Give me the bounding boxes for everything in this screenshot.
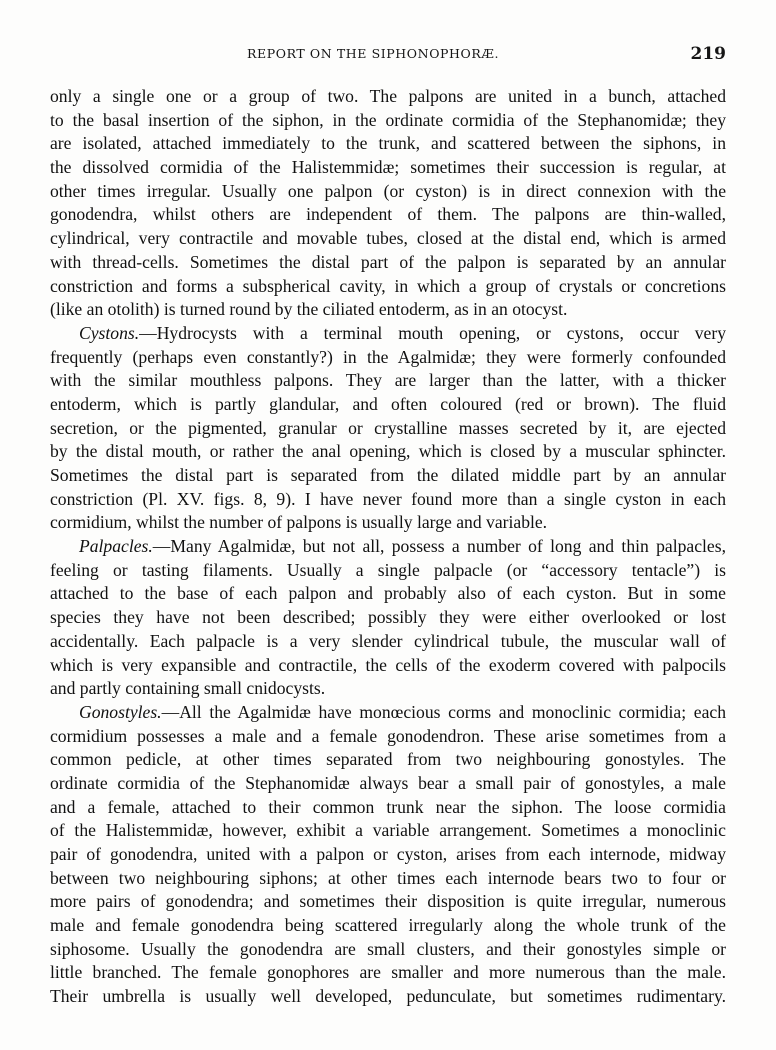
text-line: ordinate cormidia of the Stephanomidæ always bear a small pair of gonostyles, a male <box>50 772 726 793</box>
text-line: constriction (Pl. XV. figs. 8, 9). I have never found more than a single cyston in each <box>50 488 726 509</box>
running-header <box>50 44 726 66</box>
section-lead-gonostyles: Gonostyles. <box>79 701 162 722</box>
text-line: cormidium, whilst the number of palpons is usually large and variable. <box>50 512 548 533</box>
text-line: feeling or tasting filaments. Usually a single palpacle (or “accessory tentacle”) is <box>50 559 726 580</box>
text-line: the dissolved cormidia of the Halistemmidæ; sometimes their succession is regular, at <box>50 157 726 178</box>
paragraph-palpacles <box>50 535 726 701</box>
text-line: frequently (perhaps even constantly?) in the Agalmidæ; they were formerly confounded <box>50 346 726 367</box>
text-line: siphosome. Usually the gonodendra are small clusters, and their gonostyles simple or <box>50 938 726 959</box>
text-fragment: —All the Agalmidæ have monœcious corms and monoclinic cormidia; each <box>161 701 726 722</box>
text-line: are isolated, attached immediately to the trunk, and scattered between the siphons, in <box>50 133 726 154</box>
section-lead-cystons: Cystons. <box>79 322 140 343</box>
text-line: accidentally. Each palpacle is a very slender cylindrical tubule, the muscular wall of <box>50 630 726 651</box>
text-line: secretion, or the pigmented, granular or crystalline masses secreted by it, are ejected <box>50 417 726 438</box>
text-line: pair of gonodendra, united with a palpon or cyston, arises from each internode, midway <box>50 844 726 864</box>
text-line: and partly containing small cnidocysts. <box>50 678 326 699</box>
paragraph-gonostyles <box>50 701 726 1009</box>
paragraph-palpons-continued <box>50 85 726 322</box>
text-line-with-lead <box>50 535 726 559</box>
text-line: Sometimes the distal part is separated from the dilated middle part by an annular <box>50 465 726 485</box>
text-line: with thread-cells. Sometimes the distal part of the palpon is separated by an annular <box>50 251 726 272</box>
text-line: constriction and forms a subspherical cavity, in which a group of crystals or concretions <box>50 275 726 296</box>
text-line: and a female, attached to their common trunk near the siphon. The loose cormidia <box>50 796 726 817</box>
page-number: 219 <box>690 44 726 64</box>
text-line: with the similar mouthless palpons. They are larger than the latter, with a thicker <box>50 370 726 391</box>
text-line: more pairs of gonodendra; and sometimes their disposition is quite irregular, numerous <box>50 891 726 912</box>
text-line: other times irregular. Usually one palpon (or cyston) is in direct connexion with the <box>50 180 726 201</box>
section-lead-palpacles: Palpacles. <box>79 536 153 557</box>
text-line: entoderm, which is partly glandular, and often coloured (red or brown). The fluid <box>50 393 726 414</box>
running-title: REPORT ON THE SIPHONOPHORÆ. <box>247 46 500 61</box>
text-line: attached to the base of each palpon and probably also of each cyston. But in some <box>50 583 726 604</box>
text-line: cylindrical, very contractile and movable tubes, closed at the distal end, which is armed <box>50 228 726 249</box>
text-line: little branched. The female gonophores are smaller and more numerous than the male. <box>50 962 726 983</box>
text-line: cormidium possesses a male and a female gonodendron. These arise sometimes from a <box>50 725 726 746</box>
body-text <box>50 85 726 1009</box>
text-line: Their umbrella is usually well developed, pedunculate, but sometimes rudimentary. <box>50 986 726 1007</box>
text-line-with-lead <box>50 322 726 346</box>
text-fragment: —Hydrocysts with a terminal mouth opening, or cystons, occur very <box>139 322 726 343</box>
text-line: between two neighbouring siphons; at other times each internode bears two to four or <box>50 867 726 888</box>
text-line: which is very expansible and contractile, the cells of the exoderm covered with palpocils <box>50 654 726 675</box>
text-line: common pedicle, at other times separated from two neighbouring gonostyles. The <box>50 749 726 770</box>
text-line: gonodendra, whilst others are independent of them. The palpons are thin-walled, <box>50 204 726 225</box>
text-line: species they have not been described; possibly they were either overlooked or lost <box>50 607 726 628</box>
text-line: (like an otolith) is turned round by the ciliated entoderm, as in an otocyst. <box>50 299 568 320</box>
text-line: only a single one or a group of two. The palpons are united in a bunch, attached <box>50 86 726 106</box>
text-line-with-lead <box>50 701 726 725</box>
text-fragment: —Many Agalmidæ, but not all, possess a number of long and thin palpacles, <box>152 536 726 557</box>
paragraph-cystons <box>50 322 726 535</box>
text-line: by the distal mouth, or rather the anal opening, which is closed by a muscular sphincter. <box>50 441 726 462</box>
text-line: of the Halistemmidæ, however, exhibit a variable arrangement. Sometimes a monoclinic <box>50 820 726 841</box>
text-line: to the basal insertion of the siphon, in the ordinate cormidia of the Stephanomidæ; they <box>50 109 726 130</box>
text-line: male and female gonodendra being scattered irregularly along the whole trunk of the <box>50 915 726 936</box>
